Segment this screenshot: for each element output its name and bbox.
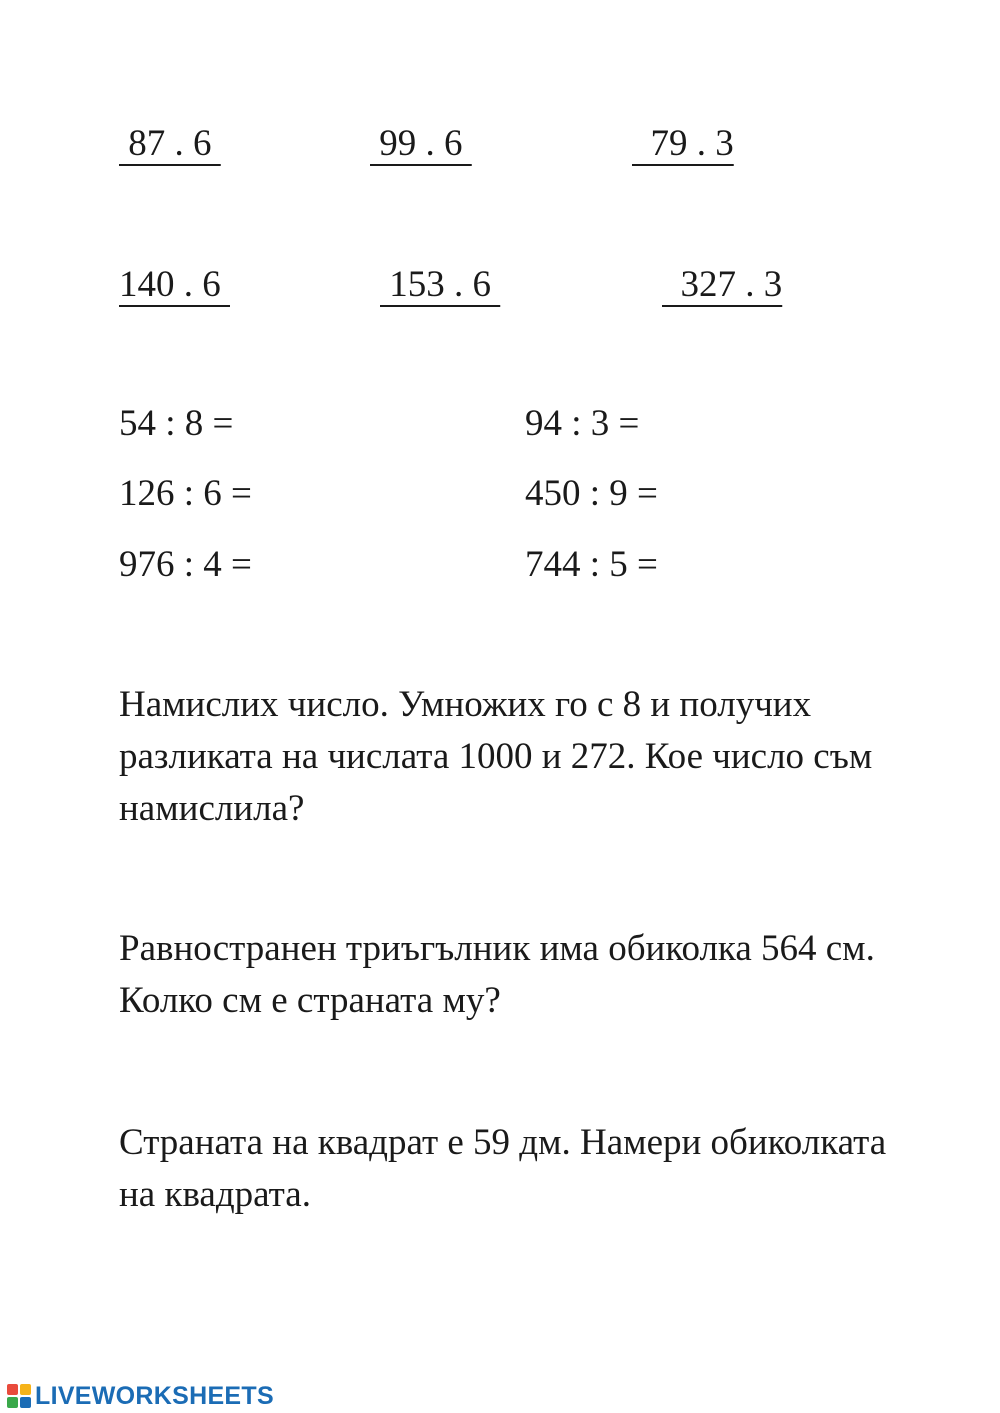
multiplication-exercise: 87 . 6 [119, 123, 221, 164]
liveworksheets-logo-icon [6, 1383, 32, 1409]
multiplication-exercise: 153 . 6 [380, 264, 501, 305]
multiplication-exercise: 327 . 3 [662, 264, 783, 305]
liveworksheets-footer [6, 1382, 274, 1410]
word-problem-square: Страната на квадрат е 59 дм. Намери обиколката на квадрата. [119, 1122, 887, 1215]
division-exercise: 54 : 8 = [119, 403, 234, 444]
division-exercise: 94 : 3 = [525, 403, 640, 444]
multiplication-exercise: 79 . 3 [632, 123, 734, 164]
liveworksheets-brand: LIVEWORKSHEETS [35, 1381, 274, 1410]
word-problem-triangle: Равностранен триъгълник има обиколка 564 см. Колко см е страната му? [119, 928, 875, 1021]
division-exercise: 450 : 9 = [525, 473, 658, 514]
division-exercise: 976 : 4 = [119, 544, 252, 585]
division-exercise: 126 : 6 = [119, 473, 252, 514]
division-exercise: 744 : 5 = [525, 544, 658, 585]
word-problem-thought-number: Намислих число. Умножих го с 8 и получих разликата на числата 1000 и 272. Кое число съм намислила? [119, 684, 873, 829]
multiplication-exercise: 99 . 6 [370, 123, 472, 164]
multiplication-exercise: 140 . 6 [119, 264, 230, 305]
